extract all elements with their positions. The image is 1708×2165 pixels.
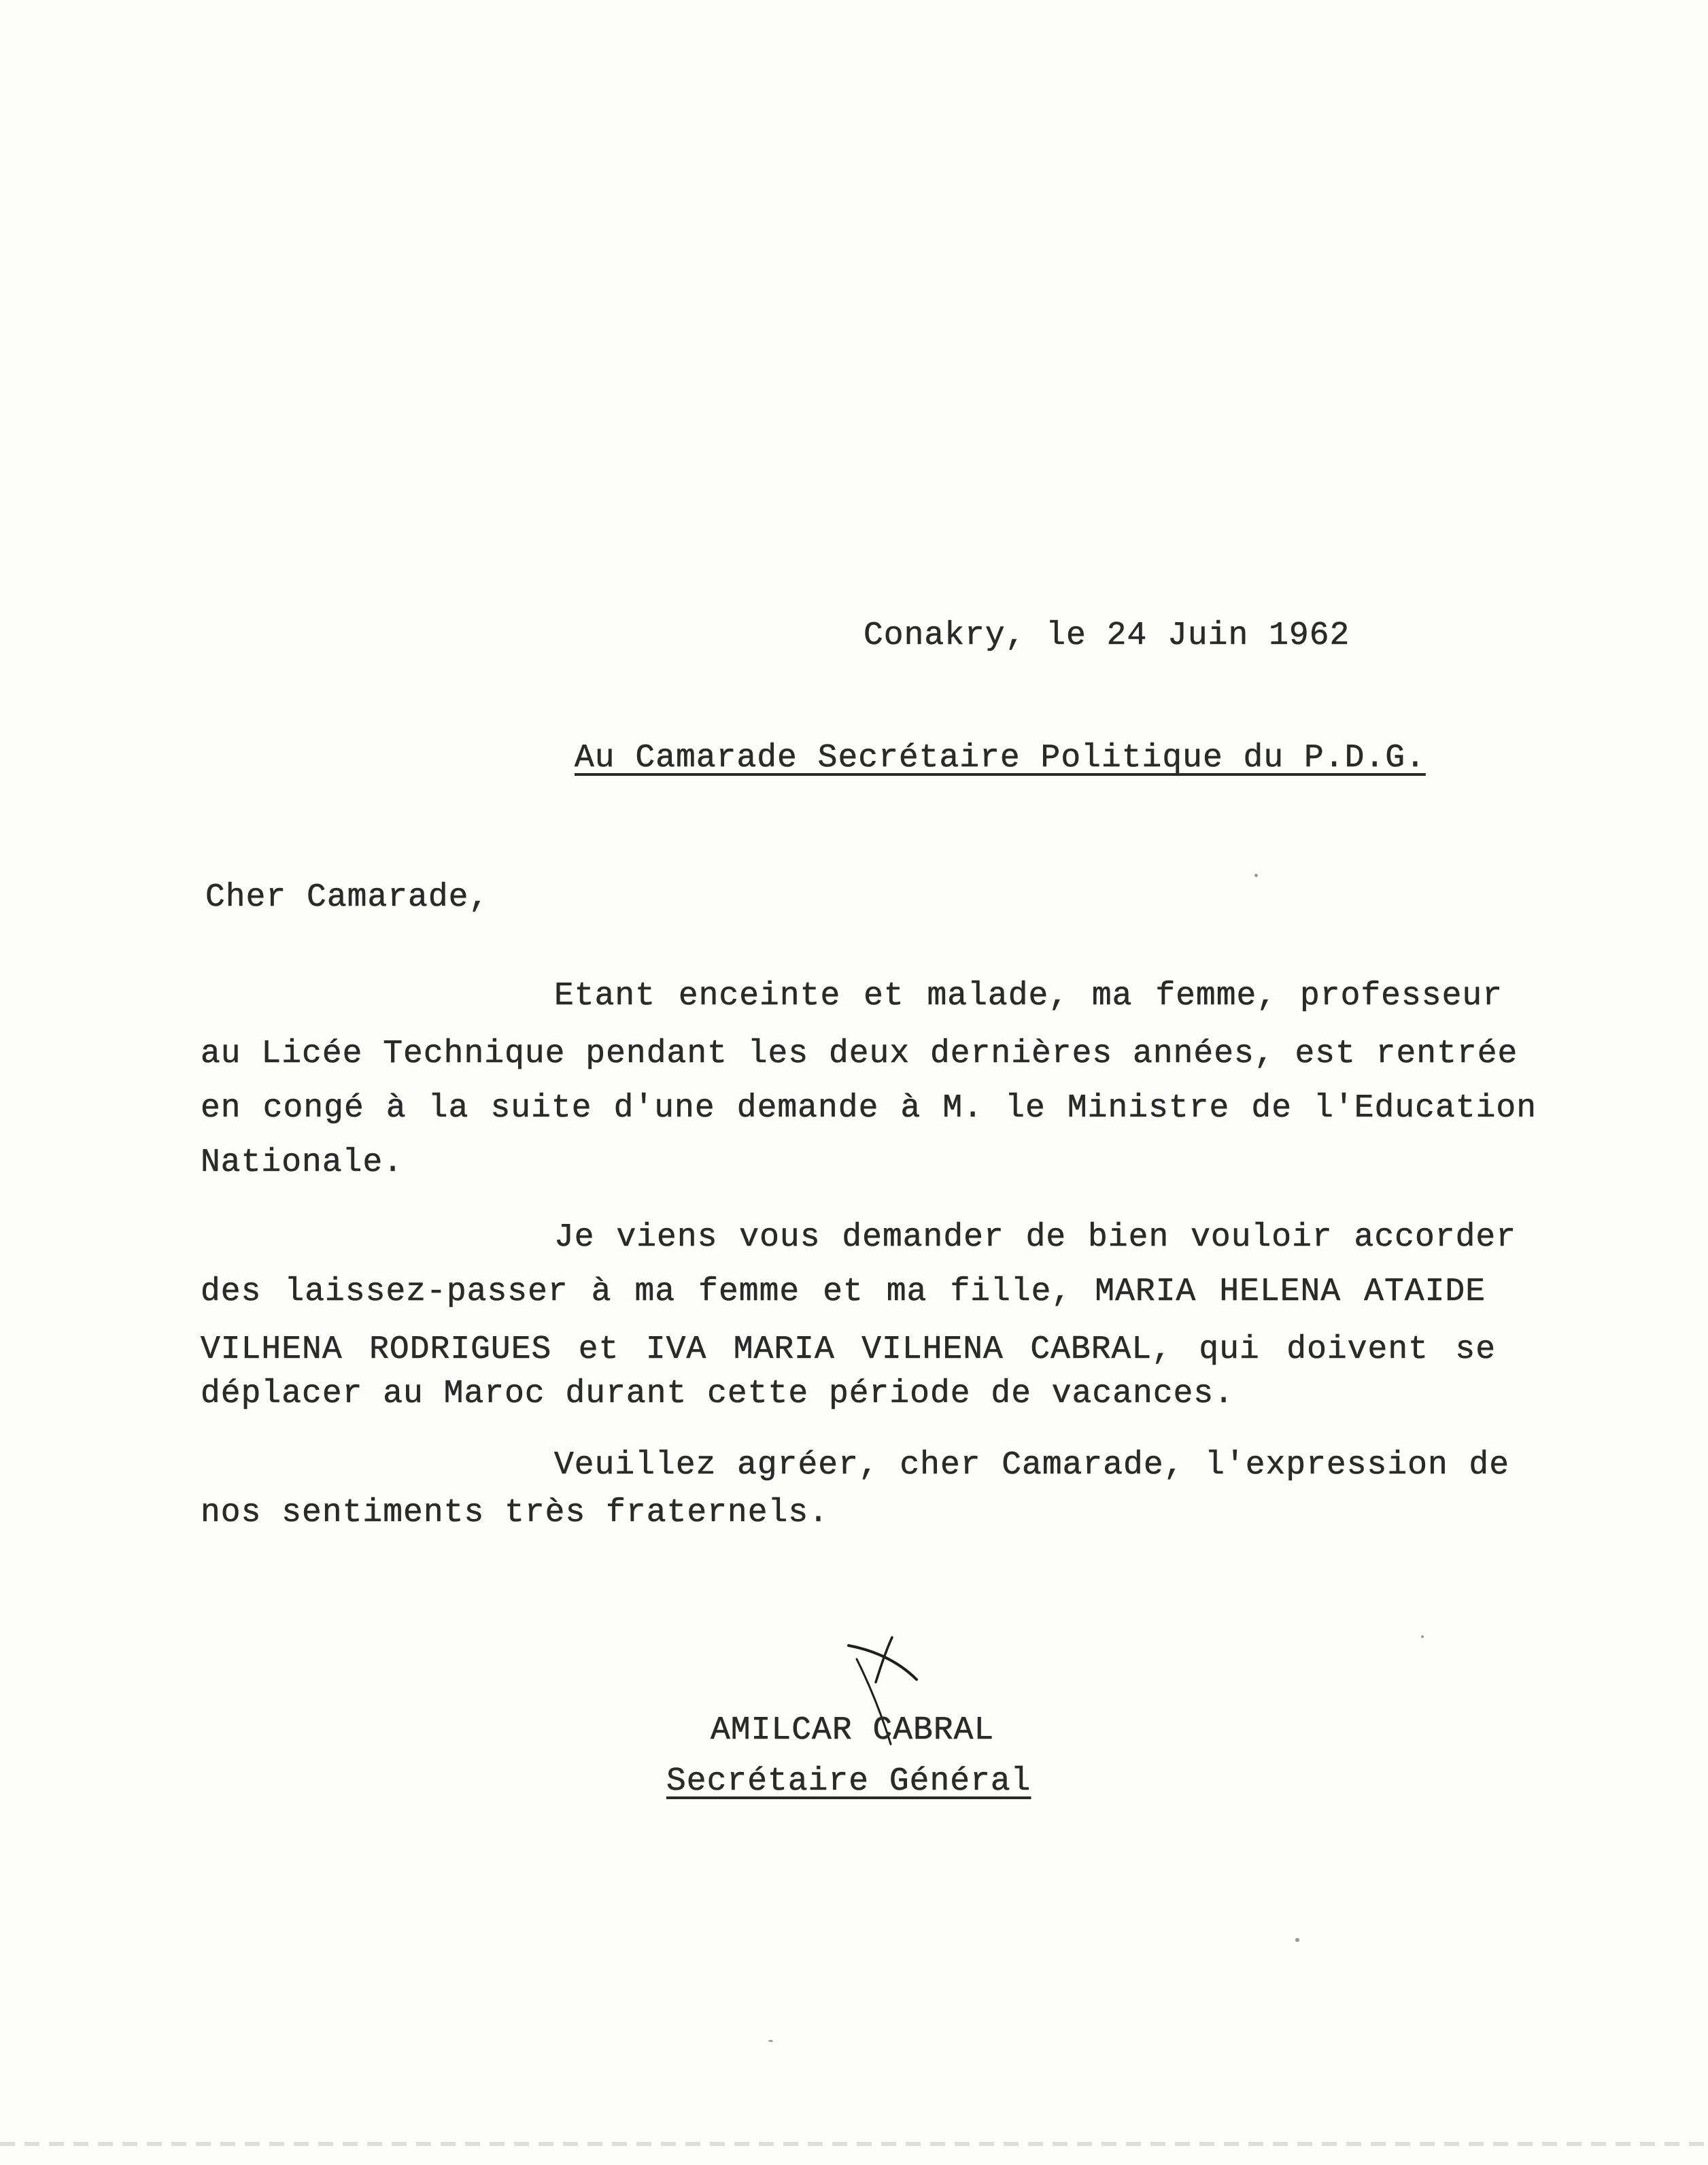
paragraph-3-line-1: Veuillez agréer, cher Camarade, l'expression de <box>554 1447 1509 1484</box>
signatory-name: AMILCAR CABRAL <box>711 1712 995 1749</box>
paragraph-2-line-2: des laissez-passer à ma femme et ma fille, MARIA HELENA ATAIDE <box>201 1274 1486 1310</box>
paragraph-3-line-2: nos sentiments très fraternels. <box>201 1495 829 1531</box>
paragraph-1-line-4: Nationale. <box>201 1144 404 1181</box>
scan-speck <box>1254 874 1258 877</box>
recipient-line: Au Camarade Secrétaire Politique du P.D.G. <box>575 740 1426 777</box>
paragraph-2-line-3: VILHENA RODRIGUES et IVA MARIA VILHENA CABRAL, qui doivent se <box>201 1331 1496 1368</box>
salutation: Cher Camarade, <box>205 879 490 916</box>
paragraph-1-line-3: en congé à la suite d'une demande à M. le Ministre de l'Education <box>201 1090 1537 1127</box>
scan-speck <box>768 2040 773 2042</box>
scan-speck <box>1421 1635 1424 1638</box>
paragraph-1-line-1: Etant enceinte et malade, ma femme, professeur <box>554 978 1503 1015</box>
scan-speck <box>1295 1938 1299 1942</box>
scan-edge-line <box>0 2142 1708 2146</box>
paragraph-1-line-2: au Licée Technique pendant les deux dernières années, est rentrée <box>201 1036 1518 1072</box>
signatory-title: Secrétaire Général <box>666 1763 1031 1800</box>
paragraph-2-line-1: Je viens vous demander de bien vouloir accorder <box>554 1219 1516 1256</box>
date-line: Conakry, le 24 Juin 1962 <box>864 617 1350 654</box>
paragraph-2-line-4: déplacer au Maroc durant cette période de vacances. <box>201 1376 1235 1412</box>
